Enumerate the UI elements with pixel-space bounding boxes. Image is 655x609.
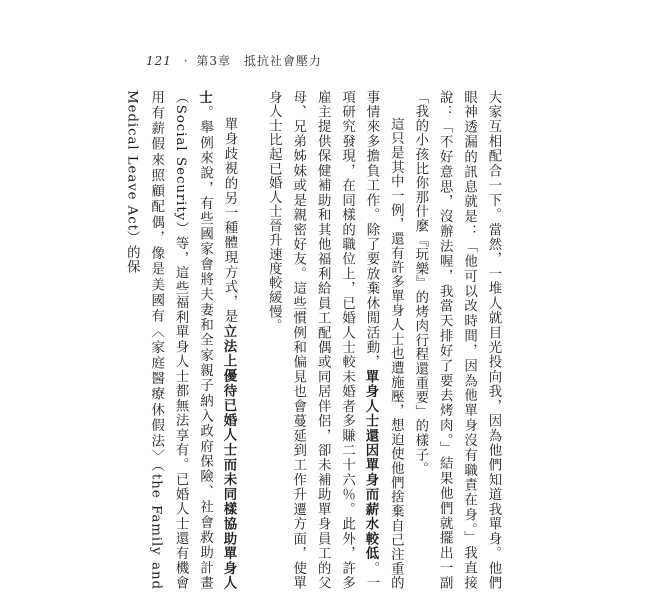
page-number: 121: [146, 54, 172, 68]
paragraph-gap: [241, 90, 261, 590]
running-header: [146, 52, 322, 69]
chapter-number: 第3章: [196, 54, 232, 68]
paragraph: [261, 90, 407, 590]
body-text-segment: 這只是其中一例，還有許多單身人士也遭施壓，想迫使他們捨棄自己注重的事情來多擔負工作。除了要放棄休閒活動，: [363, 90, 404, 590]
emphasis-text: 單身人士還因單身而薪水較低: [362, 369, 379, 561]
body-text-segment: 。舉例來說，有些國家會將夫妻和全家親子納入政府保險、社會救助計畫（Social Security）等，這些福利單身人士都無法享有。已婚人士還有機會用有薪假來照顧配偶，像是美國有〈家庭醫療休假法〉（the Family and Medical Leave Act）的保: [124, 90, 213, 590]
header-separator: ·: [183, 54, 189, 68]
paragraph: [119, 90, 241, 590]
paragraph: [407, 90, 505, 590]
body-text-segment: 大家互相配合一下。當然，一堆人就目光投向我，因為他們知道我單身。他們眼神透漏的訊息就是：「他可以改時間，因為他單身沒有職責在身。」我直接說：「不好意思，沒辦法喔，我當天排好了要去烤肉。」結果他們就擺出一副「我的小孩比你那什麼『玩樂』的烤肉行程還重要」的樣子。: [412, 90, 501, 590]
body-text-segment: 單身歧視的另一種體現方式，是: [221, 116, 237, 325]
body-text-segment: 。一項研究發現，在同樣的職位上，已婚人士較未婚者多賺二十六％。此外，許多雇主提供保健補助和其他福利給員工配偶或同居伴侶，卻未補助單身員工的父母、兄弟姊妹或是親密好友。這些慣例和偏見也會蔓延到工作升遷方面，使單身人士比起已婚人士晉升速度較緩慢。: [266, 90, 379, 591]
chapter-title: 抵抗社會壓力: [243, 54, 322, 68]
body-text: [119, 90, 505, 590]
emphasis-text: 立法上優待已婚人士而未同樣協助單身人士: [196, 90, 237, 590]
